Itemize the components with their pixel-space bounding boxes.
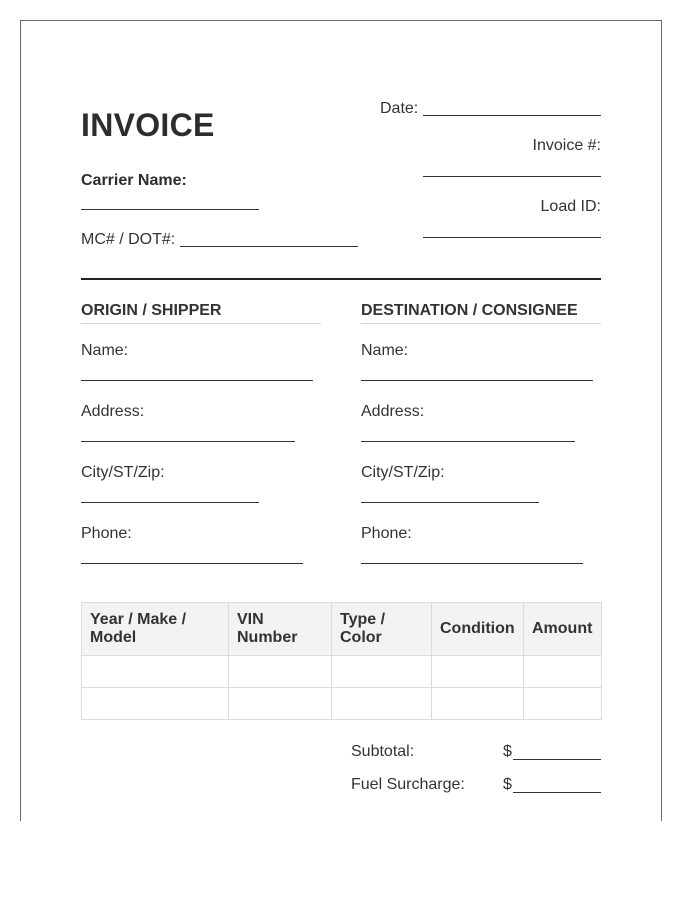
invoice-title: INVOICE — [81, 107, 215, 143]
table-cell-condition[interactable] — [432, 688, 524, 720]
destination-phone-field[interactable] — [361, 563, 583, 564]
origin-phone-label: Phone: — [81, 525, 132, 542]
destination-city-field[interactable] — [361, 502, 539, 503]
destination-city-label: City/ST/Zip: — [361, 464, 445, 481]
table-row — [82, 656, 602, 688]
invoice-number-label: Invoice #: — [532, 137, 601, 154]
table-cell-vin-number[interactable] — [229, 688, 332, 720]
destination-address-label: Address: — [361, 403, 425, 420]
column-header-type-color: Type / Color — [332, 603, 432, 656]
carrier-name-label: Carrier Name: — [81, 172, 187, 189]
origin-name-field[interactable] — [81, 380, 313, 381]
table-cell-amount[interactable] — [524, 688, 602, 720]
invoice-number-field[interactable] — [423, 176, 601, 177]
origin-city-label: City/ST/Zip: — [81, 464, 165, 481]
table-header-row — [82, 603, 602, 656]
table-cell-type-color[interactable] — [332, 688, 432, 720]
destination-name-field[interactable] — [361, 380, 593, 381]
date-field[interactable] — [423, 115, 601, 116]
table-cell-vin-number[interactable] — [229, 656, 332, 688]
subtotal-field[interactable] — [513, 759, 601, 760]
table-cell-amount[interactable] — [524, 656, 602, 688]
fuel-surcharge-label: Fuel Surcharge: — [351, 776, 465, 793]
table-cell-type-color[interactable] — [332, 656, 432, 688]
load-id-label: Load ID: — [540, 198, 601, 215]
header-divider — [81, 278, 601, 280]
table-cell-condition[interactable] — [432, 656, 524, 688]
origin-address-label: Address: — [81, 403, 145, 420]
mc-dot-label: MC# / DOT#: — [81, 231, 176, 248]
vehicle-table — [81, 602, 602, 720]
fuel-surcharge-field[interactable] — [513, 792, 601, 793]
mc-dot-field[interactable] — [180, 246, 358, 247]
fuel-surcharge-currency: $ — [503, 776, 512, 793]
load-id-field[interactable] — [423, 237, 601, 238]
column-header-year-make-model: Year / Make / Model — [82, 603, 229, 656]
column-header-amount: Amount — [524, 603, 602, 656]
origin-city-field[interactable] — [81, 502, 259, 503]
date-label: Date: — [380, 100, 419, 117]
invoice-page — [20, 20, 662, 821]
destination-heading: DESTINATION / CONSIGNEE — [361, 302, 601, 324]
subtotal-label: Subtotal: — [351, 743, 415, 760]
subtotal-currency: $ — [503, 743, 512, 760]
column-header-condition: Condition — [432, 603, 524, 656]
carrier-name-field[interactable] — [81, 209, 259, 210]
destination-address-field[interactable] — [361, 441, 575, 442]
origin-name-label: Name: — [81, 342, 129, 359]
column-header-vin-number: VIN Number — [229, 603, 332, 656]
origin-phone-field[interactable] — [81, 563, 303, 564]
destination-phone-label: Phone: — [361, 525, 412, 542]
origin-heading: ORIGIN / SHIPPER — [81, 302, 321, 324]
origin-address-field[interactable] — [81, 441, 295, 442]
destination-name-label: Name: — [361, 342, 409, 359]
table-cell-year-make-model[interactable] — [82, 688, 229, 720]
table-cell-year-make-model[interactable] — [82, 656, 229, 688]
table-row — [82, 688, 602, 720]
